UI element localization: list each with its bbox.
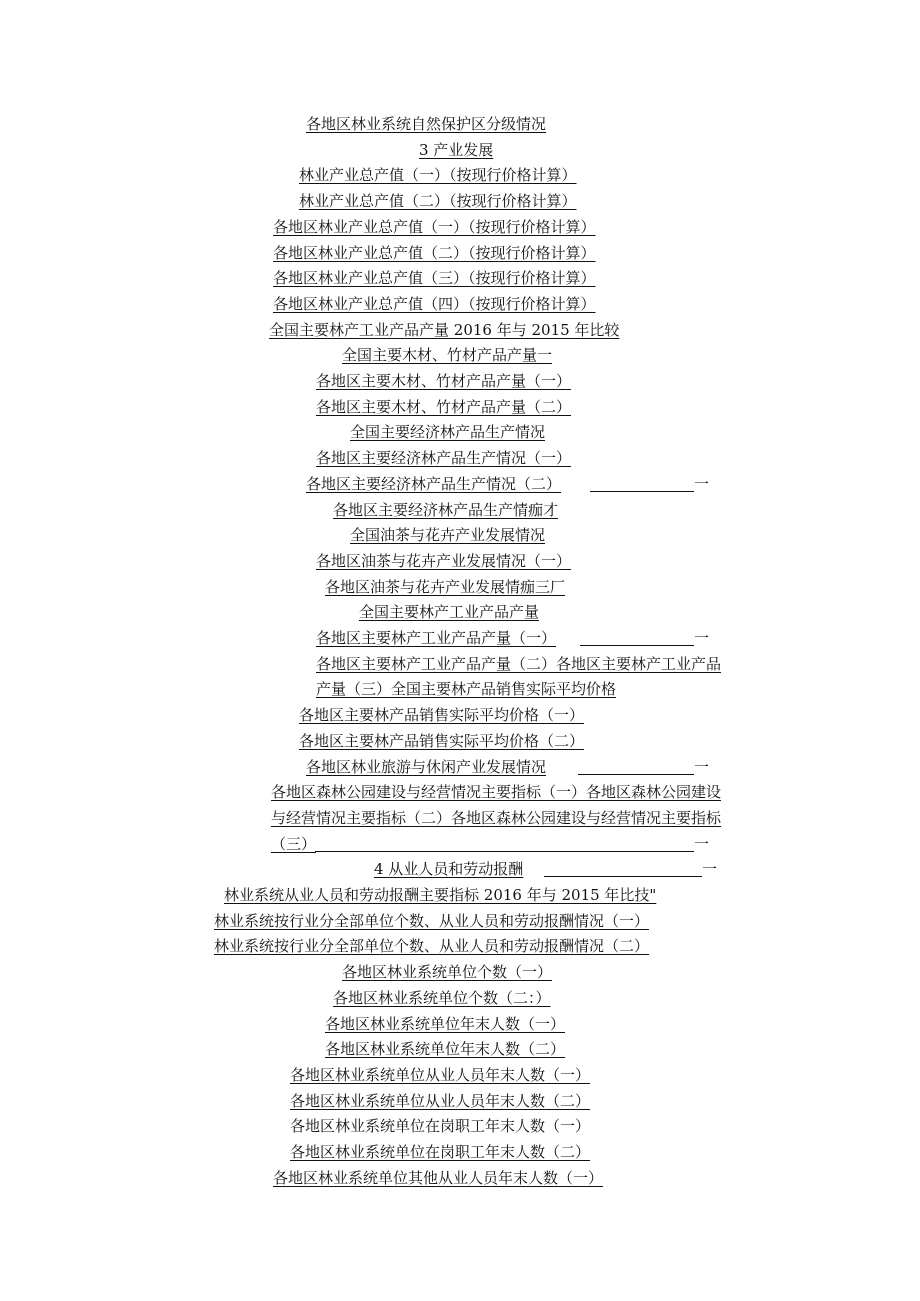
toc-entry[interactable] [0, 1140, 920, 1166]
toc-entry-text[interactable]: 各地区林业系统单位年末人数（二） [325, 1040, 566, 1059]
toc-entry[interactable] [0, 189, 920, 215]
toc-entry[interactable] [0, 806, 920, 832]
toc-entry-text[interactable]: 各地区主要林产品销售实际平均价格（二） [299, 731, 585, 750]
toc-entry-text[interactable]: 各地区林业系统单位个数（二：） [333, 988, 551, 1007]
toc-entry[interactable] [0, 1089, 920, 1115]
toc-entry-text[interactable]: 各地区油茶与花卉产业发展情痂三厂 [325, 577, 566, 596]
toc-entry-text[interactable]: （三） [271, 834, 317, 853]
leader-line [544, 876, 702, 877]
toc-entry-text[interactable]: 与经营情况主要指标（二）各地区森林公园建设与经营情况主要指标 [271, 808, 722, 827]
toc-entry-text[interactable]: 各地区林业系统单位其他从业人员年末人数（一） [273, 1168, 604, 1187]
toc-entry[interactable] [0, 395, 920, 421]
toc-entry[interactable] [0, 960, 920, 986]
toc-entry-text[interactable]: 各地区林业系统单位个数（一） [342, 963, 553, 982]
toc-entry-text[interactable]: 全国主要木材、竹材产品产量一 [342, 346, 553, 365]
toc-entry[interactable] [0, 215, 920, 241]
toc-entry-text[interactable]: 林业产业总产值（一）（按现行价格计算） [299, 166, 577, 185]
toc-entry-text[interactable]: 林业产业总产值（二）（按现行价格计算） [299, 192, 577, 211]
page-marker: 一 [694, 629, 710, 647]
toc-entry[interactable] [0, 729, 920, 755]
toc-entry[interactable] [0, 420, 920, 446]
toc-entry[interactable] [0, 677, 920, 703]
toc-entry-text[interactable]: 各地区林业系统自然保护区分级情况 [306, 115, 547, 133]
toc-entry-text[interactable]: 各地区主要林产工业产品产量（一） [316, 629, 557, 647]
toc-entry[interactable] [0, 498, 920, 524]
toc-entry-text[interactable]: 林业系统按行业分全部单位个数、从业人员和劳动报酬情况（二） [214, 937, 650, 956]
leader-line [315, 851, 694, 852]
toc-entry-text[interactable]: 各地区主要经济林产品生产情况（二） [306, 474, 562, 493]
toc-entry[interactable] [0, 703, 920, 729]
toc-entry-text[interactable]: 各地区林业产业总产值（三）（按现行价格计算） [273, 269, 596, 288]
page-marker: 一 [694, 474, 710, 493]
leader-line [590, 491, 694, 492]
toc-entry[interactable] [0, 163, 920, 189]
toc-entry[interactable] [0, 934, 920, 960]
toc-entry-text[interactable]: 各地区林业系统单位在岗职工年末人数（二） [290, 1143, 591, 1161]
toc-entry[interactable] [0, 369, 920, 395]
toc-entry-text[interactable]: 各地区林业系统单位从业人员年末人数（一） [290, 1065, 591, 1084]
toc-entry-text[interactable]: 各地区主要经济林产品生产情痂才 [333, 500, 559, 519]
toc-entry-text[interactable]: 全国主要经济林产品生产情况 [350, 423, 546, 442]
toc-entry-text[interactable]: 全国油茶与花卉产业发展情况 [350, 526, 546, 545]
toc-entry[interactable] [0, 986, 920, 1012]
toc-entry-text[interactable]: 各地区林业系统单位年末人数（一） [325, 1014, 566, 1033]
toc-entry-text[interactable]: 产量（三）全国主要林产品销售实际平均价格 [316, 680, 617, 699]
toc-entry[interactable] [0, 600, 920, 626]
toc-entry[interactable] [0, 266, 920, 292]
toc-entry[interactable] [0, 755, 920, 781]
toc-entry-text[interactable]: 各地区主要木材、竹材产品产量（一） [316, 372, 572, 390]
toc-entry[interactable] [0, 883, 920, 909]
toc-section-heading[interactable] [0, 857, 920, 883]
toc-entry[interactable] [0, 472, 920, 498]
toc-entry[interactable] [0, 1114, 920, 1140]
toc-entry-text[interactable]: 各地区林业产业总产值（二）（按现行价格计算） [273, 243, 596, 262]
toc-entry[interactable] [0, 1012, 920, 1038]
toc-entry-text[interactable]: 全国主要林产工业产品产量 2016 年与 2015 年比较 [269, 320, 620, 339]
toc-entry-text[interactable]: 各地区主要林产品销售实际平均价格（一） [299, 706, 585, 725]
toc-entry[interactable] [0, 318, 920, 344]
toc-entry-text[interactable]: 各地区林业产业总产值（四）（按现行价格计算） [273, 294, 596, 313]
toc-entry-text[interactable]: 各地区林业旅游与休闲产业发展情况 [306, 757, 547, 776]
toc-entry[interactable] [0, 241, 920, 267]
toc-entry-text[interactable]: 各地区主要经济林产品生产情况（一） [316, 449, 572, 468]
toc-entry-text[interactable]: 各地区油茶与花卉产业发展情况（一） [316, 551, 572, 570]
toc-entry-text[interactable]: 各地区主要林产工业产品产量（二）各地区主要林产工业产品 [316, 654, 722, 673]
toc-entry[interactable] [0, 112, 920, 138]
toc-entry-text[interactable]: 各地区林业系统单位从业人员年末人数（二） [290, 1091, 591, 1110]
page-marker: 一 [694, 757, 710, 776]
toc-entry[interactable] [0, 909, 920, 935]
toc-entry-text[interactable]: 4 从业人员和劳动报酬 [374, 860, 524, 879]
toc-entry[interactable] [0, 549, 920, 575]
toc-entry[interactable] [0, 780, 920, 806]
toc-entry[interactable] [0, 446, 920, 472]
toc-entry[interactable] [0, 626, 920, 652]
toc-entry[interactable] [0, 343, 920, 369]
leader-line [578, 774, 694, 775]
toc-entry-text[interactable]: 林业系统从业人员和劳动报酬主要指标 2016 年与 2015 年比技" [224, 886, 657, 904]
toc-entry[interactable] [0, 652, 920, 678]
toc-entry-text[interactable]: 林业系统按行业分全部单位个数、从业人员和劳动报酬情况（一） [214, 911, 650, 930]
toc-entry-text[interactable]: 各地区森林公园建设与经营情况主要指标（一）各地区森林公园建设 [271, 783, 722, 802]
toc-entry[interactable] [0, 575, 920, 601]
toc-entry[interactable] [0, 523, 920, 549]
toc-entry[interactable] [0, 292, 920, 318]
toc-entry[interactable] [0, 832, 920, 858]
toc-entry[interactable] [0, 1063, 920, 1089]
toc-entry-text[interactable]: 各地区林业系统单位在岗职工年末人数（一） [290, 1117, 591, 1136]
toc-section-heading[interactable] [0, 138, 920, 164]
page-marker: 一 [694, 834, 710, 853]
toc-entry-text[interactable]: 各地区主要木材、竹材产品产量（二） [316, 397, 572, 416]
toc-entry-text[interactable]: 各地区林业产业总产值（一）（按现行价格计算） [273, 217, 596, 236]
page-marker: 一 [702, 860, 718, 879]
toc-entry[interactable] [0, 1166, 920, 1192]
toc-entry[interactable] [0, 1037, 920, 1063]
leader-line [580, 645, 694, 646]
toc-entry-text[interactable]: 3 产业发展 [419, 140, 494, 159]
toc-entry-text[interactable]: 全国主要林产工业产品产量 [359, 603, 540, 622]
